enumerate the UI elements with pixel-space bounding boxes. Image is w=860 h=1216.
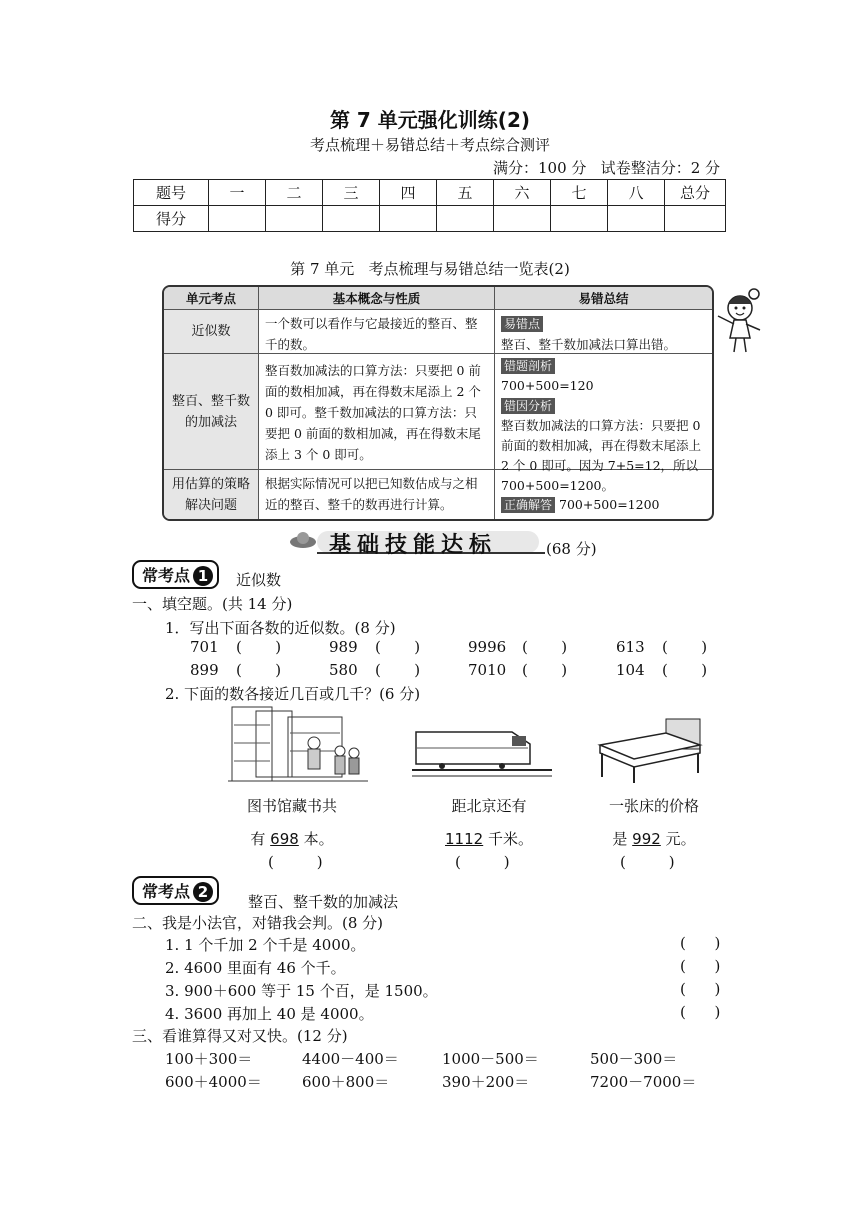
summary-header: 易错总结 [494,287,712,309]
question: 1．写出下面各数的近似数。(8 分) [165,619,396,637]
banner-title: 基础技能达标 [329,533,498,558]
page-subtitle: 考点梳理＋易错总结＋考点综合测评 [309,136,550,154]
illustration-value: 1112 千米。 [445,830,533,848]
calc-item[interactable]: 7200－7000＝ [590,1073,697,1091]
key-point-name: 近似数 [236,571,282,589]
key-point-number: 2 [193,882,213,902]
answer-blank[interactable]: ( ) [455,853,510,871]
banner-points: (68 分) [546,540,597,558]
score-cell: 八 [608,180,665,206]
summary-row [164,310,712,354]
summary-note [494,470,712,519]
calc-item[interactable]: 390＋200＝ [442,1073,530,1091]
key-point-label: 常考点 [142,566,191,585]
summary-concept: 整百数加减法的口算方法：只要把 0 前面的数相加减，再在得数末尾添上 2 个 0 即可。整千数加减法的口算方法：只要把 0 前面的数相加减，再在得数末尾添上 3 个 0 即可。 [258,354,494,469]
cartoon-girl-illustration [706,286,766,356]
summary-header-row [164,287,712,310]
question: 2. 下面的数各接近几百或几千？(6 分) [165,685,421,703]
number-item: 899 [190,661,219,679]
underlined-number: 992 [632,830,661,848]
score-input-cell[interactable] [323,206,380,232]
summary-title: 第 7 单元 考点梳理与易错总结一览表(2) [290,260,570,278]
answer-blank[interactable]: ( ) [522,638,568,656]
score-input-cell[interactable] [437,206,494,232]
number-item: 701 [190,638,219,656]
key-point-badge [132,876,219,905]
summary-header: 基本概念与性质 [258,287,494,309]
score-cell: 三 [323,180,380,206]
section-heading: 三、看谁算得又对又快。(12 分) [132,1027,348,1045]
summary-wrong: 700+500=120 [501,378,594,393]
bed-illustration [594,715,704,785]
key-point-name: 整百、整千数的加减法 [248,893,399,911]
summary-correct: 700+500=1200 [559,497,660,512]
answer-blank[interactable]: ( ) [662,638,708,656]
illustration-value: 是 992 元。 [612,830,696,848]
answer-blank[interactable]: ( ) [236,638,282,656]
answer-blank[interactable]: ( ) [620,853,675,871]
number-item: 613 [616,638,645,656]
judge-item: 4. 3600 再加上 40 是 4000。 [165,1005,374,1023]
summary-tag: 错题剖析 [501,358,555,374]
answer-blank[interactable]: ( ) [375,661,421,679]
summary-note [494,354,712,493]
underlined-number: 698 [270,830,299,848]
score-info: 满分：100 分 试卷整洁分：2 分 [492,159,720,177]
summary-note-text: 整百、整千数加减法口算出错。 [501,337,677,352]
summary-analysis: 整百数加减法的口算方法：只要把 0 前面的数相加减，再在得数末尾添上 2 个 0 即可。因为 7+5=12，所以 700+500=1200。 [501,418,702,493]
illustration-caption: 一张床的价格 [608,797,699,815]
score-input-cell[interactable] [551,206,608,232]
judge-item: 1. 1 个千加 2 个千是 4000。 [165,936,366,954]
answer-blank[interactable]: ( ) [375,638,421,656]
score-input-cell[interactable] [380,206,437,232]
number-item: 580 [329,661,358,679]
key-point-label: 常考点 [142,882,191,901]
calc-item[interactable]: 1000－500＝ [442,1050,539,1068]
judge-blank[interactable]: ( ) [680,1003,721,1021]
train-illustration [412,718,552,780]
section-banner [287,528,547,556]
judge-blank[interactable]: ( ) [680,957,721,975]
summary-tag: 易错点 [501,316,543,332]
score-cell: 六 [494,180,551,206]
score-cell: 四 [380,180,437,206]
underlined-number: 1112 [445,830,484,848]
key-point-number: 1 [193,566,213,586]
score-cell: 题号 [134,180,209,206]
score-input-cell[interactable] [494,206,551,232]
score-table [133,179,726,232]
judge-blank[interactable]: ( ) [680,934,721,952]
summary-topic: 整百、整千数的加减法 [164,354,258,469]
illustration-caption: 图书馆藏书共 [246,797,337,815]
score-cell: 总分 [665,180,726,206]
answer-blank[interactable]: ( ) [662,661,708,679]
answer-blank[interactable]: ( ) [236,661,282,679]
score-input-cell[interactable] [209,206,266,232]
score-table-score-row [134,206,726,232]
calc-item[interactable]: 4400－400＝ [302,1050,399,1068]
section-heading: 一、填空题。(共 14 分) [132,595,293,613]
summary-row [164,470,712,519]
answer-blank[interactable]: ( ) [268,853,323,871]
number-item: 104 [616,661,645,679]
calc-item[interactable]: 600＋4000＝ [165,1073,262,1091]
summary-note [494,310,712,353]
summary-tag: 错因分析 [501,398,555,414]
judge-item: 2. 4600 里面有 46 个千。 [165,959,346,977]
score-input-cell[interactable] [665,206,726,232]
score-cell: 二 [266,180,323,206]
calc-item[interactable]: 500－300＝ [590,1050,678,1068]
number-item: 989 [329,638,358,656]
judge-blank[interactable]: ( ) [680,980,721,998]
score-input-cell[interactable] [266,206,323,232]
summary-tag: 正确解答 [501,497,555,513]
illustration-value: 有 698 本。 [250,830,334,848]
illustration-caption: 距北京还有 [451,797,527,815]
summary-topic: 用估算的策略解决问题 [164,470,258,519]
section-heading: 二、我是小法官，对错我会判。(8 分) [132,914,384,932]
score-table-header-row [134,180,726,206]
calc-item[interactable]: 600＋800＝ [302,1073,390,1091]
judge-item: 3. 900＋600 等于 15 个百，是 1500。 [165,982,438,1000]
score-cell: 一 [209,180,266,206]
number-item: 7010 [468,661,507,679]
summary-table [162,285,714,521]
summary-row [164,354,712,493]
summary-concept: 根据实际情况可以把已知数估成与之相近的整百、整千的数再进行计算。 [258,470,494,519]
score-cell: 五 [437,180,494,206]
library-illustration [228,703,368,785]
summary-header: 单元考点 [164,287,258,309]
calc-item[interactable]: 100＋300＝ [165,1050,253,1068]
answer-blank[interactable]: ( ) [522,661,568,679]
score-input-cell[interactable] [608,206,665,232]
summary-topic: 近似数 [164,310,258,353]
number-item: 9996 [468,638,507,656]
key-point-badge [132,560,219,589]
score-cell: 七 [551,180,608,206]
score-cell: 得分 [134,206,209,232]
summary-concept: 一个数可以看作与它最接近的整百、整千的数。 [258,310,494,353]
page-title: 第 7 单元强化训练(2) [329,108,531,132]
